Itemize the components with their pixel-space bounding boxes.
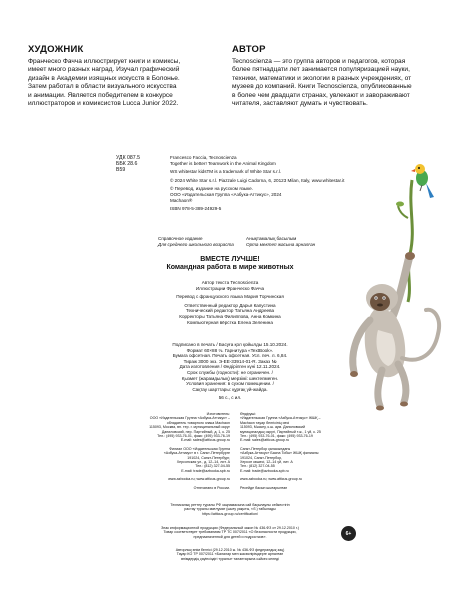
publisher-kz-line: Санкт-Петербор қаласындағы (240, 446, 291, 451)
book-title: ВМЕСТЕ ЛУЧШЕ! (200, 256, 260, 263)
author-bio-line: Tecnoscienza — это группа авторов и педагогов, которая (232, 58, 406, 65)
cert-kz-bottom-line: Тауар КО ТР 007/2011 «Балалар мен жасөспірімдерге арналған (176, 552, 284, 557)
copyright-line: WS whitestar kidsTM is a trademark of White Star s.r.l. (170, 169, 282, 175)
artist-bio-line: имеет много разных наград. Изучал графический (28, 66, 180, 74)
author-bio-line: в более чем двадцати странах, увлекают и завораживают (232, 91, 410, 99)
monkey-parrot-illustration (316, 158, 458, 418)
publisher-kz-line: 115093, Мәскеу, к.ш. аум. Даниловский (240, 425, 305, 430)
publisher-ru-line: Тел.: (812) 327-04-55 (195, 464, 230, 469)
certification-link-block (140, 503, 320, 516)
copyright-line: Machaon® (170, 197, 193, 203)
publisher-ru-line: 115093, Москва, вн. тер. г. муниципальный округ (149, 425, 230, 430)
genre-kz (246, 236, 315, 247)
publisher-kz-line: «Азбука-Аттикус» Баспа Тобы» ЖШҚ филиалы (240, 451, 319, 456)
cert-line: Товар соответствует требованиям ТР ТС 007/2011 «О безопасности продукции, (163, 530, 297, 535)
publisher-kz-line: «Издательская Группа «Азбука-Аттикус» ЖШҚ – (240, 416, 321, 421)
publisher-ru-line: Херсонская ул., д. 12–14, лит. А (176, 460, 230, 465)
publisher-ru-line: Отпечатано в России. (193, 485, 230, 490)
artist-bio-line: Затем работал в области визуального искусства (28, 83, 177, 91)
imprint-line: Тираж 3000 экз. Э-ЕЕ-33914-01-R. Заказ № (183, 358, 277, 364)
certification-block (120, 526, 340, 539)
cert-line: предназначенной для детей и подростков». (193, 534, 267, 539)
credit-line: Перевод с французского языка Мария Торчинская (176, 294, 284, 300)
credit-line: Ответственный редактор Дарья Капустина (184, 302, 276, 308)
genre-kz-line: Анықтамалық басылым (246, 236, 297, 241)
copyright-line: Together is better! Teamwork in the Animal Kingdom (170, 160, 276, 166)
page-count: 56 с., с ил. (218, 395, 242, 401)
index-line: В59 (116, 167, 126, 174)
cert-kz-bottom-line: Авторлық өнім белгісі (29.12.2010 ж. № 436-ФЗ федералдық заң) (175, 548, 285, 552)
publisher-ru-line: ООО «Издательская Группа «Азбука-Аттикус» – (149, 416, 230, 421)
classification-codes (116, 155, 140, 174)
genre-ru (158, 236, 234, 247)
isbn: ISBN 978-5-389-24929-5 (170, 206, 222, 212)
artist-bio-line: дизайн в Академии изящных искусств в Болонье. (28, 74, 180, 82)
imprint-line: Подписано в печать / Басуға қол қойылды 15.10.2024. (172, 342, 288, 347)
monkey-icon (350, 252, 439, 411)
copyright-line: © 2024 White Star s.r.l. Piazzale Luigi Cadorna, 6, 20123 Milan, Italy, www.whitestar.it (170, 177, 345, 183)
artist-bio-line: Франческо Фачча иллюстрирует книги и комиксы, (28, 58, 181, 65)
author-bio-line: техники, математики и экологии в разных учреждениях, от (232, 74, 412, 82)
publisher-kz-line: 191024, Санкт-Петербор, (240, 455, 283, 460)
publisher-kz-line: E-mail: trade@azbooka-spb.ru (240, 468, 289, 473)
credit-line: Корректоры Татьяна Филиппова, Анна Комкина (179, 313, 281, 319)
artist-heading: ХУДОЖНИК (28, 44, 84, 55)
artist-bio-line: и анимации. Является победителем в конкурсе (28, 91, 173, 99)
publisher-kz-line: www.azbooka.ru; www.atticus-group.ru (240, 477, 302, 482)
cert-line: Знак информационной продукции (Федеральный закон № 436-ФЗ от 29.12.2010 г.) (161, 526, 299, 530)
author-bio-line: читателя, заставляют думать и чувствовать. (232, 100, 368, 108)
bbk-line: ББК 28.6 (116, 161, 138, 168)
publisher-kz-line: муниципалдық округі, Партийный т.ж., 1 үй, к. 25 (240, 429, 321, 434)
cert-kz-line: Техникалық реттеу туралы РФ заңнамасына сай бақылаулы сейкестігін (170, 503, 290, 507)
publisher-ru-line: 191024, Санкт-Петербург, (187, 455, 230, 460)
copyright-line: © Перевод, издание на русском языке. (170, 186, 253, 192)
cert-kz-line: растау туралы мағлұмат (шығу уақыты, т.б.) табылады (184, 507, 276, 512)
copyright-line: Francesco Faccia, Tecnoscienza (170, 155, 237, 160)
copyright-line: ООО «Издательская Группа «Азбука-Аттикус», 2024 (170, 191, 282, 197)
publisher-kz-line: Тел.: (495) 933-76-01, факс: (495) 933-76-19 (240, 434, 313, 439)
imprint-line: Срок службы (годности): не ограничен. / (187, 369, 273, 375)
publisher-kz-line: Өндіруші: (240, 412, 257, 416)
author-bio-line: более пятнадцати лет занимается популяризацией науки, (232, 66, 410, 74)
imprint-line: Қызмет (жарамдылық) мерзімі: шектелмеген. (181, 375, 279, 381)
publisher-kz-line: Херсон көшесі, 12–14 үй, лит. А (240, 460, 293, 465)
credit-line: Технический редактор Татьяна Андреева (185, 308, 275, 314)
udk-line: УДК 087.5 (116, 155, 141, 161)
publisher-ru-line: Тел.: (495) 933-76-01, факс: (495) 933-76-19 (157, 434, 230, 439)
publisher-ru-line: Изготовитель: (206, 412, 230, 416)
book-subtitle: Командная работа в мире животных (166, 264, 294, 271)
publisher-kz-line: Тел.: (812) 327-04-55 (240, 464, 275, 469)
cert-url[interactable]: https://atticus-group.ru/certification/ (202, 511, 258, 516)
publisher-ru (120, 412, 230, 490)
imprint-line: Дата изготовления / Өндірілген күні 12.11.2024. (179, 364, 281, 370)
imprint-line: Сақтау шарттары: құрғақ үй-жайда. (192, 386, 268, 392)
publisher-kz-line: Ресейде басып шығарылған (240, 485, 288, 490)
artist-bio (28, 58, 228, 108)
author-heading: АВТОР (232, 44, 266, 55)
genre-ru-line: Для среднего школьного возраста (158, 241, 234, 247)
publisher-ru-line: www.azbooka.ru; www.atticus-group.ru (168, 477, 230, 482)
publisher-ru-line: Филиал ООО «Издательская Группа (169, 446, 230, 451)
genre-kz-line: Орта мектеп жасына арналған (246, 241, 316, 247)
publisher-ru-line: E-mail: trade@azbooka-spb.ru (181, 468, 230, 473)
parrot-icon (411, 164, 434, 198)
imprint-block (150, 342, 310, 401)
publisher-kz (240, 412, 360, 490)
publisher-ru-line: E-mail: sales@atticus-group.ru (180, 438, 230, 443)
publisher-kz-line: E-mail: sales@atticus-group.ru (240, 438, 290, 443)
publisher-kz-line: Machaon тауар белгісінің иесі (240, 420, 290, 425)
author-bio (232, 58, 444, 108)
credit-line: Автор текста Tecnoscienza (201, 280, 259, 285)
credit-line: Компьютерная вёрстка Елена Зеленина (187, 319, 273, 325)
credit-line: Иллюстрации Франческо Фачча (195, 285, 265, 291)
publisher-ru-line: обладатель товарного знака Machaon (166, 420, 230, 425)
age-rating-badge: 6+ (341, 526, 356, 541)
publisher-ru-line: Даниловский, пер. Партийный, д. 1, к. 25 (161, 429, 230, 434)
artist-bio-line: иллюстраторов и комиксистов Lucca Junior 2022. (28, 100, 179, 108)
credits-block (150, 280, 310, 325)
genre-ru-line: Справочное издание (158, 236, 203, 241)
author-bio-line: музеев до компаний. Книги Tecnoscienza, опубликованные (232, 83, 412, 91)
cert-kz-bottom-line: өнімдердің қауіпсіздігі туралы» талаптарына сәйкес келеді (181, 556, 279, 561)
publisher-ru-line: «Азбука-Аттикус» в г. Санкт-Петербурге (163, 451, 230, 456)
imprint-line: Бумага офсетная. Печать офсетная. Усл. печ. л. 6,84. (172, 353, 288, 359)
certification-kz-block (130, 548, 330, 561)
imprint-line: Условия хранения: в сухом помещении. / (186, 381, 274, 387)
vine (408, 180, 412, 302)
imprint-line: Формат 60×88 ⅛. Гарнитура «TextBook». (186, 347, 274, 353)
